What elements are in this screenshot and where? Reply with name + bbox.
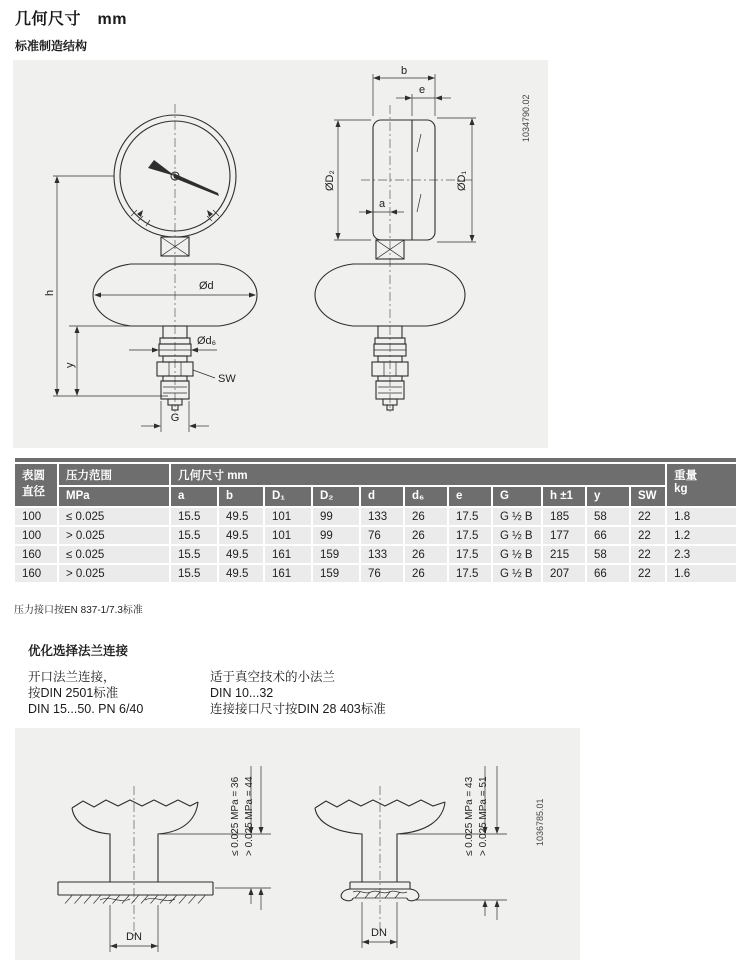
dim-label-y: y bbox=[64, 362, 76, 368]
cell: 1.6 bbox=[667, 565, 736, 582]
cell: 22 bbox=[631, 508, 665, 525]
col-header-dimensions-group: 几何尺寸 mm bbox=[171, 464, 665, 485]
cell: 133 bbox=[361, 546, 403, 563]
cell: 160 bbox=[15, 546, 57, 563]
cell: 17.5 bbox=[449, 565, 491, 582]
dim-label-d6: Ød₆ bbox=[197, 335, 217, 347]
dim-label-D2: ØD₂ bbox=[324, 170, 336, 191]
cell: 22 bbox=[631, 527, 665, 544]
cell: 26 bbox=[405, 527, 447, 544]
dn-label-right: DN bbox=[371, 927, 387, 939]
cell: 76 bbox=[361, 565, 403, 582]
cell: 26 bbox=[405, 546, 447, 563]
cell: 177 bbox=[543, 527, 585, 544]
col-header-SW: SW bbox=[631, 487, 665, 506]
cell: 66 bbox=[587, 565, 629, 582]
col-header-e: e bbox=[449, 487, 491, 506]
dim-label-d: Ød bbox=[199, 280, 214, 292]
flange-right-line: DIN 10...32 bbox=[210, 686, 274, 700]
cell: 26 bbox=[405, 508, 447, 525]
table-row bbox=[15, 527, 736, 544]
cell: 215 bbox=[543, 546, 585, 563]
cell: 99 bbox=[313, 508, 359, 525]
cell: 2.3 bbox=[667, 546, 736, 563]
col-header-dial-diameter bbox=[15, 464, 57, 506]
flange-connection-drawing bbox=[15, 728, 580, 960]
weight-header-line2: kg bbox=[674, 483, 688, 495]
cell: 26 bbox=[405, 565, 447, 582]
dim-label-left-low: ≤ 0.025 MPa = 36 bbox=[230, 776, 241, 856]
table-header-row-1 bbox=[15, 464, 736, 485]
cell: > 0.025 bbox=[59, 565, 169, 582]
cell: 100 bbox=[15, 527, 57, 544]
dimensions-table-section bbox=[13, 458, 738, 584]
cell: 58 bbox=[587, 508, 629, 525]
cell: 49.5 bbox=[219, 546, 263, 563]
dim-label-g: G bbox=[170, 412, 180, 424]
col-header-y: y bbox=[587, 487, 629, 506]
dim-label-left-high: > 0.025 MPa = 44 bbox=[244, 776, 255, 856]
weight-header-line1: 重量 bbox=[674, 470, 698, 482]
cell: 161 bbox=[265, 565, 311, 582]
cell: 58 bbox=[587, 546, 629, 563]
cell: G ½ B bbox=[493, 527, 541, 544]
cell: 17.5 bbox=[449, 527, 491, 544]
dim-label-e: e bbox=[418, 84, 426, 96]
standard-structure-drawing bbox=[13, 60, 548, 448]
dim-label-sw: SW bbox=[218, 373, 236, 385]
col-header-weight bbox=[667, 464, 736, 506]
table-row bbox=[15, 546, 736, 563]
flange-section-title: 优化选择法兰连接 bbox=[28, 644, 129, 658]
table-row bbox=[15, 565, 736, 582]
cell: 1.8 bbox=[667, 508, 736, 525]
table-footnote: 压力接口按EN 837-1/7.3标准 bbox=[14, 605, 143, 616]
cell: 49.5 bbox=[219, 527, 263, 544]
flange-right-line: 连接接口尺寸按DIN 28 403标准 bbox=[210, 702, 386, 716]
flange-left-line: 开口法兰连接， bbox=[28, 670, 116, 684]
flange-text-right bbox=[210, 669, 386, 717]
cell: 160 bbox=[15, 565, 57, 582]
cell: 22 bbox=[631, 546, 665, 563]
dim-label-right-low: ≤ 0.025 MPa = 43 bbox=[464, 776, 475, 856]
cell: 1.2 bbox=[667, 527, 736, 544]
cell: 17.5 bbox=[449, 546, 491, 563]
page-title: 几何尺寸 mm bbox=[15, 11, 127, 28]
cell: 15.5 bbox=[171, 546, 217, 563]
col-header-D1: D₁ bbox=[265, 487, 311, 506]
col-header-d: d bbox=[361, 487, 403, 506]
col-header-b: b bbox=[219, 487, 263, 506]
dim-label-right-high: > 0.025 MPa = 51 bbox=[478, 776, 489, 856]
cell: 15.5 bbox=[171, 508, 217, 525]
flange-left-line: 按DIN 2501标准 bbox=[28, 686, 119, 700]
cell: > 0.025 bbox=[59, 527, 169, 544]
table-header-row-2 bbox=[15, 487, 736, 506]
col-header-D2: D₂ bbox=[313, 487, 359, 506]
flange-technical-drawing bbox=[15, 728, 580, 960]
cell: 207 bbox=[543, 565, 585, 582]
figure-number: 1036785.01 bbox=[535, 798, 545, 846]
flange-text-columns bbox=[28, 669, 386, 717]
flange-right-line: 适于真空技术的小法兰 bbox=[210, 670, 336, 684]
cell: 161 bbox=[265, 546, 311, 563]
flange-text-left bbox=[28, 669, 210, 717]
col-header-a: a bbox=[171, 487, 217, 506]
dim-label-b: b bbox=[400, 65, 408, 77]
cell: 76 bbox=[361, 527, 403, 544]
cell: 22 bbox=[631, 565, 665, 582]
cell: 159 bbox=[313, 546, 359, 563]
col-header-h: h ±1 bbox=[543, 487, 585, 506]
cell: 66 bbox=[587, 527, 629, 544]
dial-header-line2: 直径 bbox=[22, 486, 45, 498]
gauge-technical-drawing bbox=[13, 60, 548, 448]
dim-label-a: a bbox=[378, 198, 386, 210]
cell: 15.5 bbox=[171, 527, 217, 544]
cell: 49.5 bbox=[219, 565, 263, 582]
cell: ≤ 0.025 bbox=[59, 546, 169, 563]
col-header-pressure-range: 压力范围 bbox=[59, 464, 169, 485]
cell: 185 bbox=[543, 508, 585, 525]
cell: 49.5 bbox=[219, 508, 263, 525]
cell: ≤ 0.025 bbox=[59, 508, 169, 525]
cell: 17.5 bbox=[449, 508, 491, 525]
flange-left-line: DIN 15...50. PN 6/40 bbox=[28, 702, 144, 716]
dim-label-D1: ØD₁ bbox=[456, 170, 468, 191]
cell: 15.5 bbox=[171, 565, 217, 582]
cell: 99 bbox=[313, 527, 359, 544]
cell: 133 bbox=[361, 508, 403, 525]
dimensions-table bbox=[13, 462, 738, 584]
col-header-mpa: MPa bbox=[59, 487, 169, 506]
cell: 100 bbox=[15, 508, 57, 525]
cell: 101 bbox=[265, 527, 311, 544]
cell: 159 bbox=[313, 565, 359, 582]
col-header-d6: d₆ bbox=[405, 487, 447, 506]
figure-number: 1034790.02 bbox=[521, 94, 531, 142]
cell: 101 bbox=[265, 508, 311, 525]
cell: G ½ B bbox=[493, 508, 541, 525]
col-header-G: G bbox=[493, 487, 541, 506]
section-standard-structure-title: 标准制造结构 bbox=[15, 39, 88, 53]
dim-label-h: h bbox=[44, 289, 56, 296]
dn-label-left: DN bbox=[126, 931, 142, 943]
cell: G ½ B bbox=[493, 565, 541, 582]
dial-header-line1: 表圆 bbox=[22, 470, 45, 482]
table-row bbox=[15, 508, 736, 525]
cell: G ½ B bbox=[493, 546, 541, 563]
